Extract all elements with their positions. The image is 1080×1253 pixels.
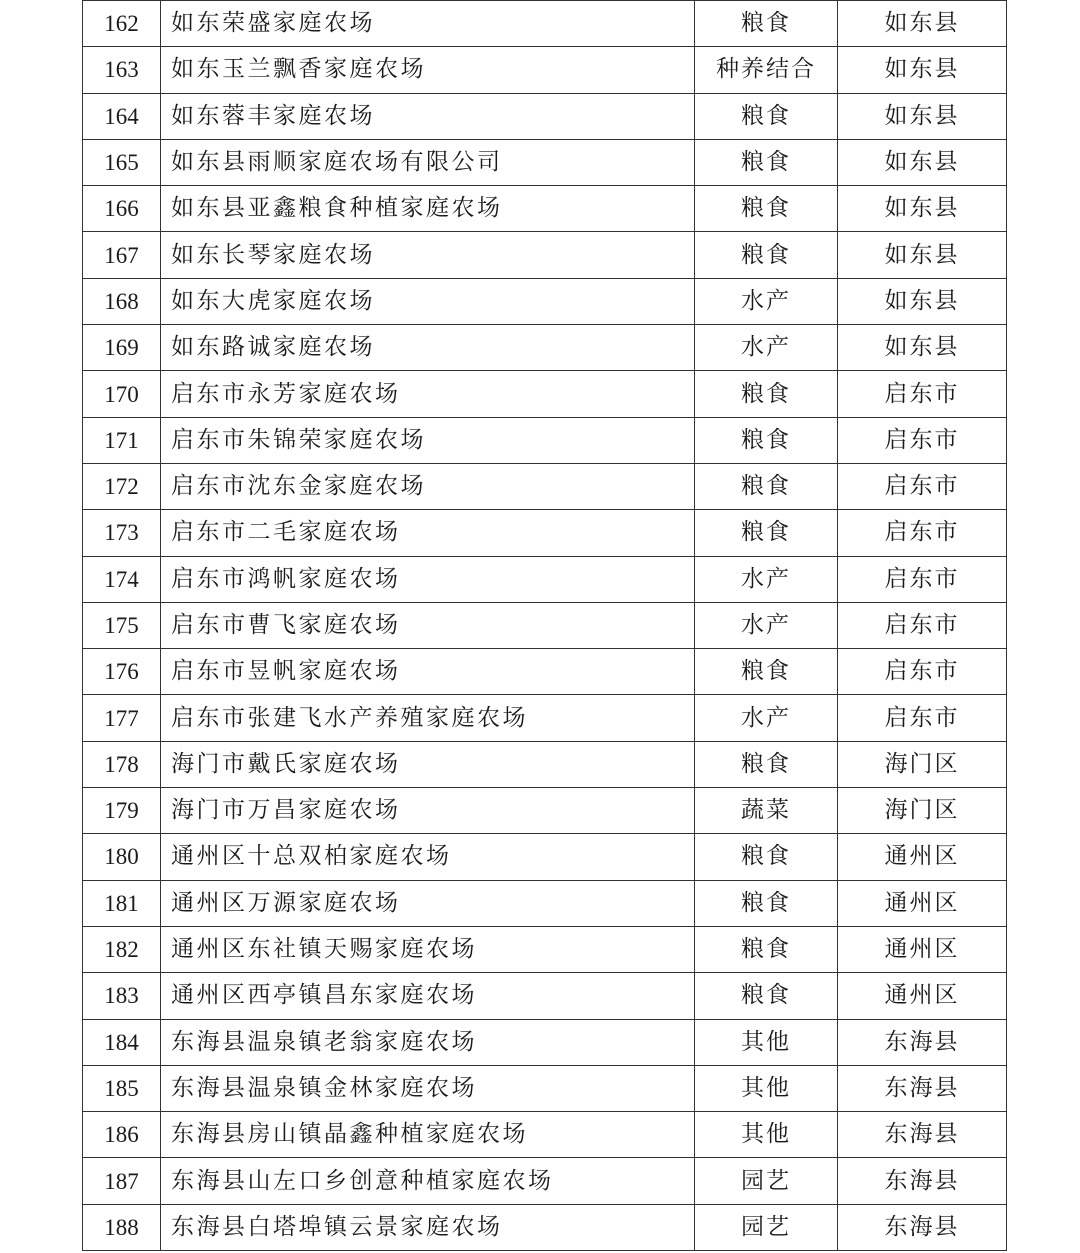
farm-type: 粮食 xyxy=(695,93,838,139)
farm-region: 通州区 xyxy=(838,926,1007,972)
row-number: 188 xyxy=(83,1204,161,1250)
row-number: 167 xyxy=(83,232,161,278)
table-row xyxy=(83,1204,1007,1250)
farm-region: 海门区 xyxy=(838,788,1007,834)
row-number: 174 xyxy=(83,556,161,602)
farm-region: 如东县 xyxy=(838,1,1007,47)
table-row xyxy=(83,556,1007,602)
farm-region: 东海县 xyxy=(838,1112,1007,1158)
table-row xyxy=(83,47,1007,93)
table-row xyxy=(83,926,1007,972)
farm-type: 其他 xyxy=(695,1112,838,1158)
farm-region: 启东市 xyxy=(838,510,1007,556)
table-row xyxy=(83,510,1007,556)
table-row xyxy=(83,1158,1007,1204)
farm-region: 通州区 xyxy=(838,973,1007,1019)
farm-name: 东海县温泉镇金林家庭农场 xyxy=(161,1065,695,1111)
table-row xyxy=(83,463,1007,509)
row-number: 166 xyxy=(83,186,161,232)
row-number: 186 xyxy=(83,1112,161,1158)
row-number: 169 xyxy=(83,325,161,371)
row-number: 177 xyxy=(83,695,161,741)
table-row xyxy=(83,1,1007,47)
table-row xyxy=(83,186,1007,232)
farm-type: 粮食 xyxy=(695,463,838,509)
row-number: 162 xyxy=(83,1,161,47)
row-number: 187 xyxy=(83,1158,161,1204)
farm-name: 启东市沈东金家庭农场 xyxy=(161,463,695,509)
farm-name: 启东市昱帆家庭农场 xyxy=(161,649,695,695)
farm-type: 粮食 xyxy=(695,741,838,787)
table-row xyxy=(83,371,1007,417)
farm-name: 启东市朱锦荣家庭农场 xyxy=(161,417,695,463)
farm-region: 东海县 xyxy=(838,1019,1007,1065)
table-row xyxy=(83,649,1007,695)
farm-region: 通州区 xyxy=(838,880,1007,926)
farm-type: 粮食 xyxy=(695,139,838,185)
table-row xyxy=(83,278,1007,324)
row-number: 180 xyxy=(83,834,161,880)
farm-name: 启东市永芳家庭农场 xyxy=(161,371,695,417)
table-row xyxy=(83,232,1007,278)
table-row xyxy=(83,602,1007,648)
farm-name: 海门市戴氏家庭农场 xyxy=(161,741,695,787)
farm-name: 如东长琴家庭农场 xyxy=(161,232,695,278)
farm-type: 粮食 xyxy=(695,371,838,417)
table-row xyxy=(83,139,1007,185)
farm-type: 水产 xyxy=(695,602,838,648)
row-number: 183 xyxy=(83,973,161,1019)
table-row xyxy=(83,417,1007,463)
farm-type: 粮食 xyxy=(695,510,838,556)
farm-type: 粮食 xyxy=(695,973,838,1019)
farm-region: 如东县 xyxy=(838,47,1007,93)
farm-type: 水产 xyxy=(695,278,838,324)
farm-type: 粮食 xyxy=(695,417,838,463)
farm-region: 通州区 xyxy=(838,834,1007,880)
farm-region: 启东市 xyxy=(838,417,1007,463)
farm-name: 如东县亚鑫粮食种植家庭农场 xyxy=(161,186,695,232)
farm-region: 东海县 xyxy=(838,1158,1007,1204)
farm-name: 通州区东社镇天赐家庭农场 xyxy=(161,926,695,972)
farm-name: 如东玉兰飘香家庭农场 xyxy=(161,47,695,93)
farm-region: 如东县 xyxy=(838,139,1007,185)
farm-region: 东海县 xyxy=(838,1204,1007,1250)
farm-type: 其他 xyxy=(695,1065,838,1111)
farm-type: 蔬菜 xyxy=(695,788,838,834)
row-number: 182 xyxy=(83,926,161,972)
farm-type: 水产 xyxy=(695,556,838,602)
farm-type: 粮食 xyxy=(695,649,838,695)
farm-region: 东海县 xyxy=(838,1065,1007,1111)
farm-region: 启东市 xyxy=(838,602,1007,648)
row-number: 175 xyxy=(83,602,161,648)
farm-type: 园艺 xyxy=(695,1204,838,1250)
row-number: 172 xyxy=(83,463,161,509)
farm-name: 如东蓉丰家庭农场 xyxy=(161,93,695,139)
farm-name: 如东大虎家庭农场 xyxy=(161,278,695,324)
farm-type: 粮食 xyxy=(695,1,838,47)
farm-type: 粮食 xyxy=(695,186,838,232)
row-number: 181 xyxy=(83,880,161,926)
table-row xyxy=(83,1065,1007,1111)
farm-type: 粮食 xyxy=(695,926,838,972)
farm-type: 园艺 xyxy=(695,1158,838,1204)
farm-region: 如东县 xyxy=(838,93,1007,139)
table-body xyxy=(83,1,1007,1251)
farm-type: 种养结合 xyxy=(695,47,838,93)
farm-name: 如东荣盛家庭农场 xyxy=(161,1,695,47)
farm-type: 其他 xyxy=(695,1019,838,1065)
farm-name: 启东市鸿帆家庭农场 xyxy=(161,556,695,602)
table-row xyxy=(83,880,1007,926)
table-row xyxy=(83,695,1007,741)
farm-region: 启东市 xyxy=(838,463,1007,509)
row-number: 173 xyxy=(83,510,161,556)
row-number: 170 xyxy=(83,371,161,417)
row-number: 179 xyxy=(83,788,161,834)
farm-name: 如东县雨顺家庭农场有限公司 xyxy=(161,139,695,185)
farm-name: 通州区万源家庭农场 xyxy=(161,880,695,926)
farm-name: 启东市曹飞家庭农场 xyxy=(161,602,695,648)
farm-region: 如东县 xyxy=(838,278,1007,324)
farm-name: 通州区西亭镇昌东家庭农场 xyxy=(161,973,695,1019)
row-number: 164 xyxy=(83,93,161,139)
farm-name: 东海县房山镇晶鑫种植家庭农场 xyxy=(161,1112,695,1158)
farm-name: 东海县山左口乡创意种植家庭农场 xyxy=(161,1158,695,1204)
farm-region: 如东县 xyxy=(838,232,1007,278)
farm-region: 启东市 xyxy=(838,371,1007,417)
table-row xyxy=(83,834,1007,880)
table-row xyxy=(83,93,1007,139)
farm-name: 启东市二毛家庭农场 xyxy=(161,510,695,556)
farm-region: 启东市 xyxy=(838,695,1007,741)
row-number: 178 xyxy=(83,741,161,787)
table-row xyxy=(83,1112,1007,1158)
table-row xyxy=(83,325,1007,371)
farm-type: 水产 xyxy=(695,695,838,741)
row-number: 171 xyxy=(83,417,161,463)
farm-region: 如东县 xyxy=(838,186,1007,232)
farm-list-table xyxy=(82,0,1007,1251)
row-number: 163 xyxy=(83,47,161,93)
row-number: 185 xyxy=(83,1065,161,1111)
farm-name: 东海县白塔埠镇云景家庭农场 xyxy=(161,1204,695,1250)
farm-name: 海门市万昌家庭农场 xyxy=(161,788,695,834)
farm-region: 启东市 xyxy=(838,649,1007,695)
farm-type: 粮食 xyxy=(695,834,838,880)
farm-name: 如东路诚家庭农场 xyxy=(161,325,695,371)
table-row xyxy=(83,973,1007,1019)
farm-region: 启东市 xyxy=(838,556,1007,602)
row-number: 165 xyxy=(83,139,161,185)
farm-type: 粮食 xyxy=(695,232,838,278)
table-row xyxy=(83,741,1007,787)
farm-region: 海门区 xyxy=(838,741,1007,787)
farm-region: 如东县 xyxy=(838,325,1007,371)
farm-type: 粮食 xyxy=(695,880,838,926)
farm-name: 通州区十总双柏家庭农场 xyxy=(161,834,695,880)
farm-name: 东海县温泉镇老翁家庭农场 xyxy=(161,1019,695,1065)
row-number: 168 xyxy=(83,278,161,324)
row-number: 176 xyxy=(83,649,161,695)
farm-type: 水产 xyxy=(695,325,838,371)
table-row xyxy=(83,1019,1007,1065)
table-row xyxy=(83,788,1007,834)
farm-name: 启东市张建飞水产养殖家庭农场 xyxy=(161,695,695,741)
row-number: 184 xyxy=(83,1019,161,1065)
